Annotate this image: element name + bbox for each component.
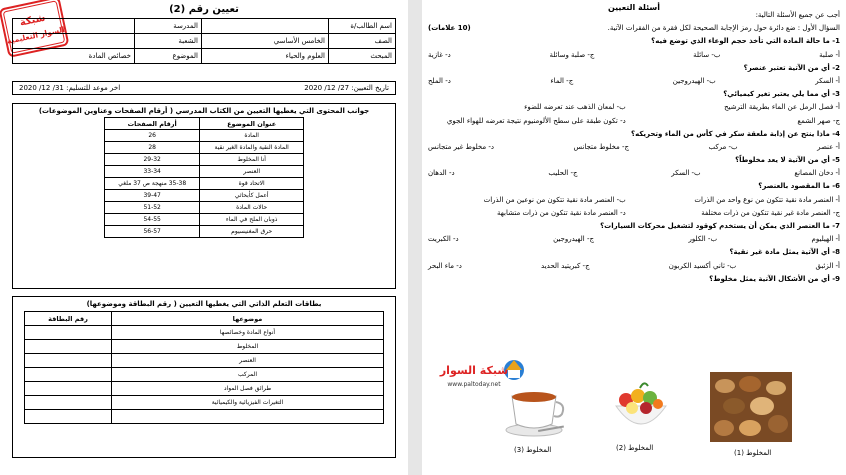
content-pages-cell: 29-32 bbox=[105, 154, 200, 166]
stamp-line2: السوار التعليمية bbox=[6, 24, 66, 46]
answer-option[interactable]: ب- الهيدروجين bbox=[672, 76, 716, 85]
question-text: 7- ما العنصر الذي يمكن أن يستخدم كوقود لتشغيل محركات السيارات؟ bbox=[600, 222, 840, 230]
answer-option[interactable]: ج- صهر الشمع bbox=[797, 116, 840, 125]
cards-table bbox=[24, 311, 384, 424]
content-row bbox=[105, 178, 304, 190]
mixed-nuts-image bbox=[710, 372, 792, 442]
student-value[interactable] bbox=[202, 19, 329, 34]
answer-option[interactable]: د- العنصر مادة نقية تتكون من ذرات متشابهة bbox=[497, 208, 626, 217]
cards-row bbox=[25, 410, 384, 424]
content-pages-cell: 26 bbox=[105, 130, 200, 142]
card-number-cell[interactable] bbox=[25, 340, 112, 354]
school-label: المدرسة bbox=[135, 19, 202, 34]
due-date: اخر موعد للتسليم: 31/ 12/ 2020 bbox=[19, 84, 121, 92]
assignment-title: تعيين رقم (2) bbox=[169, 4, 239, 15]
content-col-pages: أرقام الصفحات bbox=[105, 118, 200, 130]
answer-option[interactable]: ب- السكر bbox=[671, 169, 701, 178]
instruction: أجب عن جميع الأسئلة التالية: bbox=[755, 11, 840, 19]
section-value[interactable] bbox=[13, 34, 135, 49]
content-row bbox=[105, 166, 304, 178]
content-row bbox=[105, 214, 304, 226]
answer-option[interactable]: د- غازية bbox=[428, 50, 451, 59]
fruit-salad-image bbox=[610, 376, 672, 438]
content-table bbox=[104, 117, 304, 238]
content-col-topic: عنوان الموضوع bbox=[200, 118, 304, 130]
cards-row bbox=[25, 396, 384, 410]
card-number-cell[interactable] bbox=[25, 354, 112, 368]
card-topic-cell bbox=[112, 410, 384, 424]
card-number-cell[interactable] bbox=[25, 382, 112, 396]
cards-row bbox=[25, 382, 384, 396]
pic-label-2: المخلوط (2) bbox=[616, 444, 654, 452]
stamp-line1: شبكة bbox=[18, 12, 47, 29]
question-text: 9- أي من الأشكال الآتية يمثل مخلوط؟ bbox=[709, 274, 840, 283]
content-row bbox=[105, 142, 304, 154]
answer-option[interactable]: ب- العنصر مادة نقية تتكون من نوعين من الذرات bbox=[483, 195, 626, 204]
question-text: 6- ما المقصود بالعنصر؟ bbox=[758, 182, 840, 191]
content-row bbox=[105, 226, 304, 238]
question-text: 3- أي مما يلي يعتبر تغير كيميائي؟ bbox=[723, 90, 840, 99]
content-heading: جوانب المحتوى التي يغطيها التعيين من الكتاب المدرسي ( أرقام الصفحات وعناوين الموضوعات) bbox=[38, 107, 370, 115]
question-text: 2- أي من الآتية تعتبر عنصر؟ bbox=[743, 63, 840, 72]
content-row bbox=[105, 202, 304, 214]
content-pages-cell: 51-52 bbox=[105, 202, 200, 214]
answer-option[interactable]: د- تكون طبقة على سطح الألومنيوم نتيجة تعرضه للهواء الجوي bbox=[446, 116, 626, 125]
answer-option[interactable]: د- الكبريت bbox=[428, 235, 459, 244]
content-row bbox=[105, 190, 304, 202]
pic-label-1: المخلوط (1) bbox=[734, 449, 772, 457]
answer-option[interactable]: أ- العنصر مادة نقية تتكون من نوع واحد من الذرات bbox=[694, 195, 840, 204]
content-topic-cell: المادة bbox=[200, 130, 304, 142]
subject-value: العلوم والحياء bbox=[202, 49, 329, 64]
pic-label-3: المخلوط (3) bbox=[514, 446, 552, 454]
section-label: الشعبة bbox=[135, 34, 202, 49]
content-pages-cell: 54-55 bbox=[105, 214, 200, 226]
right-page bbox=[422, 0, 846, 475]
cards-col-number: رقم البطاقة bbox=[25, 312, 112, 326]
question-text: 4- ماذا ينتج عن إذابة ملعقة سكر في كأس من الماء وتحريكه؟ bbox=[631, 129, 840, 138]
cards-col-topic: موضوعها bbox=[112, 312, 384, 326]
answer-option[interactable]: ج- صلبة وسائلة bbox=[549, 50, 595, 59]
answer-option[interactable]: ج- كبريتيد الحديد bbox=[541, 261, 590, 270]
card-topic-cell: التغيرات الفيزيائية والكيميائية bbox=[112, 396, 384, 410]
cards-row bbox=[25, 326, 384, 340]
subject-label: المبحث bbox=[329, 49, 396, 64]
answer-option[interactable]: د- مخلوط غير متجانس bbox=[428, 142, 495, 151]
marks-label: (10 علامات) bbox=[428, 24, 471, 33]
question-text: 8- أي الآتية يمثل مادة غير نقية؟ bbox=[729, 248, 840, 257]
card-number-cell[interactable] bbox=[25, 396, 112, 410]
answer-option[interactable]: د- ماء البحر bbox=[428, 261, 462, 270]
content-pages-cell: 39-47 bbox=[105, 190, 200, 202]
answer-option[interactable]: أ- الزئبق bbox=[815, 261, 840, 270]
answer-option[interactable]: أ- فصل الرمل عن الماء بطريقة الترشيح bbox=[724, 103, 840, 112]
options-row bbox=[422, 52, 846, 65]
topic-value: خصائص المادة bbox=[13, 49, 135, 64]
grade-label: الصف bbox=[329, 34, 396, 49]
answer-option[interactable]: ج- الهيدروجين bbox=[553, 235, 594, 244]
content-topic-cell: ذوبان الملح في الماء bbox=[200, 214, 304, 226]
card-topic-cell: أنواع المادة وخصائصها bbox=[112, 326, 384, 340]
answer-option[interactable]: أ- السكر bbox=[815, 76, 840, 85]
options-row bbox=[422, 104, 846, 117]
content-topic-cell: أعمل كأبحاثي bbox=[200, 190, 304, 202]
answer-option[interactable]: أ- دخان المصانع bbox=[794, 169, 840, 178]
card-topic-cell: العنصر bbox=[112, 354, 384, 368]
logo-url: www.paltoday.net bbox=[447, 381, 501, 388]
content-topic-cell: العنصر bbox=[200, 166, 304, 178]
options-row bbox=[422, 263, 846, 276]
student-info-table bbox=[12, 18, 396, 64]
card-topic-cell: المركب bbox=[112, 368, 384, 382]
section1-text: السؤال الأول : ضع دائرة حول رمز الإجابة الصحيحة لكل فقرة من الفقرات الآتية. bbox=[607, 24, 840, 33]
answer-option[interactable]: ب- سائلة bbox=[693, 50, 721, 59]
card-number-cell[interactable] bbox=[25, 368, 112, 382]
card-topic-cell: المخلوط bbox=[112, 340, 384, 354]
answer-option[interactable]: د- الدهان bbox=[428, 169, 455, 178]
answer-option[interactable]: ب- ثاني أكسيد الكربون bbox=[668, 261, 737, 270]
answer-option[interactable]: أ- صلبة bbox=[819, 50, 840, 59]
content-pages-cell: 35-38 منهجة ص 37 ملغي bbox=[105, 178, 200, 190]
grade-value: الخامس الأساسي bbox=[202, 34, 329, 49]
left-page bbox=[0, 0, 408, 475]
content-topic-cell: حرق المغنيسيوم bbox=[200, 226, 304, 238]
card-topic-cell: طرائق فصل المواد bbox=[112, 382, 384, 396]
card-number-cell[interactable] bbox=[25, 410, 112, 424]
question-text: 5- أي من الآتية لا يعد مخلوطاً؟ bbox=[735, 156, 840, 165]
answer-option[interactable]: ج- الماء bbox=[550, 76, 574, 85]
content-box bbox=[12, 103, 396, 289]
student-label: اسم الطالب/ة bbox=[329, 19, 396, 34]
topic-label: الموضوع bbox=[135, 49, 202, 64]
tea-cup-image bbox=[502, 380, 570, 440]
answer-option[interactable]: د- الملح bbox=[428, 76, 451, 85]
content-pages-cell: 33-34 bbox=[105, 166, 200, 178]
answer-option[interactable]: أ- الهيليوم bbox=[811, 235, 840, 244]
answer-option[interactable]: ج- مخلوط متجانس bbox=[573, 142, 630, 151]
question-text: 1- ما حالة المادة التي تأخذ حجم الوعاء الذي توضع فيه؟ bbox=[651, 37, 840, 46]
content-row bbox=[105, 154, 304, 166]
answer-option[interactable]: ب- مركب bbox=[708, 142, 738, 151]
content-topic-cell: المادة النقية والمادة الغير نقية bbox=[200, 142, 304, 154]
answer-option[interactable]: أ- عنصر bbox=[817, 142, 840, 151]
questions-title: أسئلة التعيين bbox=[607, 3, 661, 12]
cards-row bbox=[25, 368, 384, 382]
content-topic-cell: الاتحاد قوة bbox=[200, 178, 304, 190]
content-pages-cell: 56-57 bbox=[105, 226, 200, 238]
answer-option[interactable]: ج- الحليب bbox=[548, 169, 578, 178]
options-row bbox=[422, 197, 846, 210]
card-number-cell[interactable] bbox=[25, 326, 112, 340]
school-value[interactable] bbox=[13, 19, 135, 34]
cards-heading: بطاقات التعلم الذاتي التي يغطيها التعيين ( رقم البطاقة وموضوعها) bbox=[86, 300, 322, 308]
questions-list bbox=[422, 38, 846, 289]
dates-row bbox=[12, 81, 396, 95]
cards-box bbox=[12, 296, 396, 458]
content-row bbox=[105, 130, 304, 142]
content-topic-cell: أنا المخلوط bbox=[200, 154, 304, 166]
answer-option[interactable]: ب- الكلور bbox=[688, 235, 718, 244]
cards-row bbox=[25, 354, 384, 368]
options-row bbox=[422, 118, 846, 131]
content-pages-cell: 28 bbox=[105, 142, 200, 154]
answer-option[interactable]: ج- العنصر مادة غير نقية تتكون من ذرات مختلفة bbox=[701, 208, 840, 217]
logo-text: شبكة السوار bbox=[439, 364, 509, 377]
answer-option[interactable]: ب- لمعان الذهب عند تعرضه للضوء bbox=[524, 103, 626, 112]
assign-date: تاريخ التعيين: 27/ 12/ 2020 bbox=[304, 84, 389, 92]
content-topic-cell: حالات المادة bbox=[200, 202, 304, 214]
cards-row bbox=[25, 340, 384, 354]
